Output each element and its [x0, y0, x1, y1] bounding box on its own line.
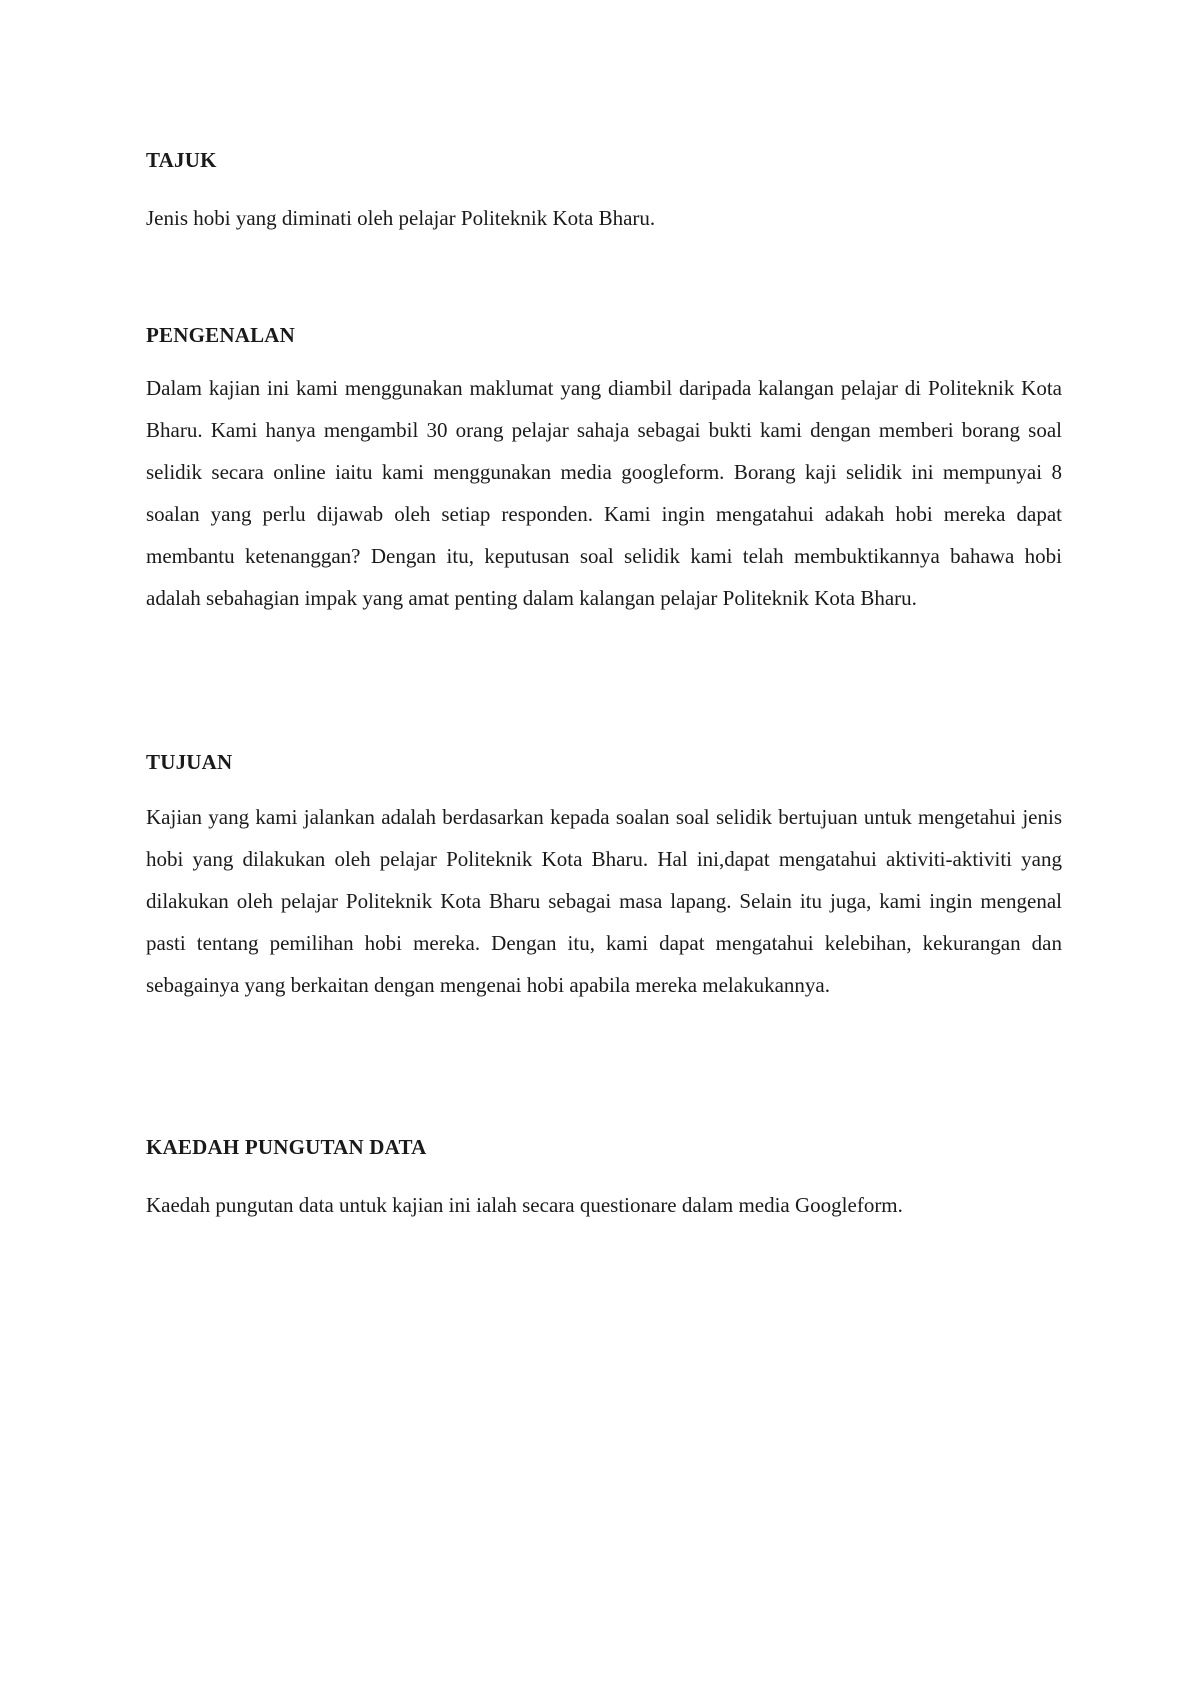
section-kaedah-body	[146, 1193, 1062, 1218]
section-tujuan	[146, 750, 1062, 775]
section-body-kaedah: Kaedah pungutan data untuk kajian ini ialah secara questionare dalam media Googleform.	[146, 1193, 903, 1217]
section-tajuk-body	[146, 206, 1062, 231]
section-tajuk	[146, 148, 1062, 173]
section-body-tujuan: Kajian yang kami jalankan adalah berdasarkan kepada soalan soal selidik bertujuan untuk mengetahui jenis hobi yang dilakukan oleh pelajar Politeknik Kota Bharu. Hal ini,dapat mengatahui aktiviti-aktiviti yang dilakukan oleh pelajar Politeknik Kota Bharu sebagai masa lapang. Selain itu juga, kami ingin mengenal pasti tentang pemilihan hobi mereka. Dengan itu, kami dapat mengatahui kelebihan, kekurangan dan sebagainya yang berkaitan dengan mengenai hobi apabila mereka melakukannya.	[146, 805, 1062, 997]
section-tujuan-body	[146, 796, 1062, 1006]
section-heading-tajuk: TAJUK	[146, 148, 217, 172]
section-kaedah	[146, 1135, 1062, 1160]
section-pengenalan	[146, 323, 1062, 348]
section-heading-kaedah: KAEDAH PUNGUTAN DATA	[146, 1135, 427, 1159]
section-heading-tujuan: TUJUAN	[146, 750, 233, 774]
section-body-pengenalan: Dalam kajian ini kami menggunakan maklumat yang diambil daripada kalangan pelajar di Politeknik Kota Bharu. Kami hanya mengambil 30 orang pelajar sahaja sebagai bukti kami dengan memberi borang soal selidik secara online iaitu kami menggunakan media googleform. Borang kaji selidik ini mempunyai 8 soalan yang perlu dijawab oleh setiap responden. Kami ingin mengatahui adakah hobi mereka dapat membantu ketenanggan? Dengan itu, keputusan soal selidik kami telah membuktikannya bahawa hobi adalah sebahagian impak yang amat penting dalam kalangan pelajar Politeknik Kota Bharu.	[146, 376, 1062, 610]
section-heading-pengenalan: PENGENALAN	[146, 323, 296, 347]
section-body-tajuk: Jenis hobi yang diminati oleh pelajar Politeknik Kota Bharu.	[146, 206, 656, 230]
section-pengenalan-body	[146, 367, 1062, 619]
